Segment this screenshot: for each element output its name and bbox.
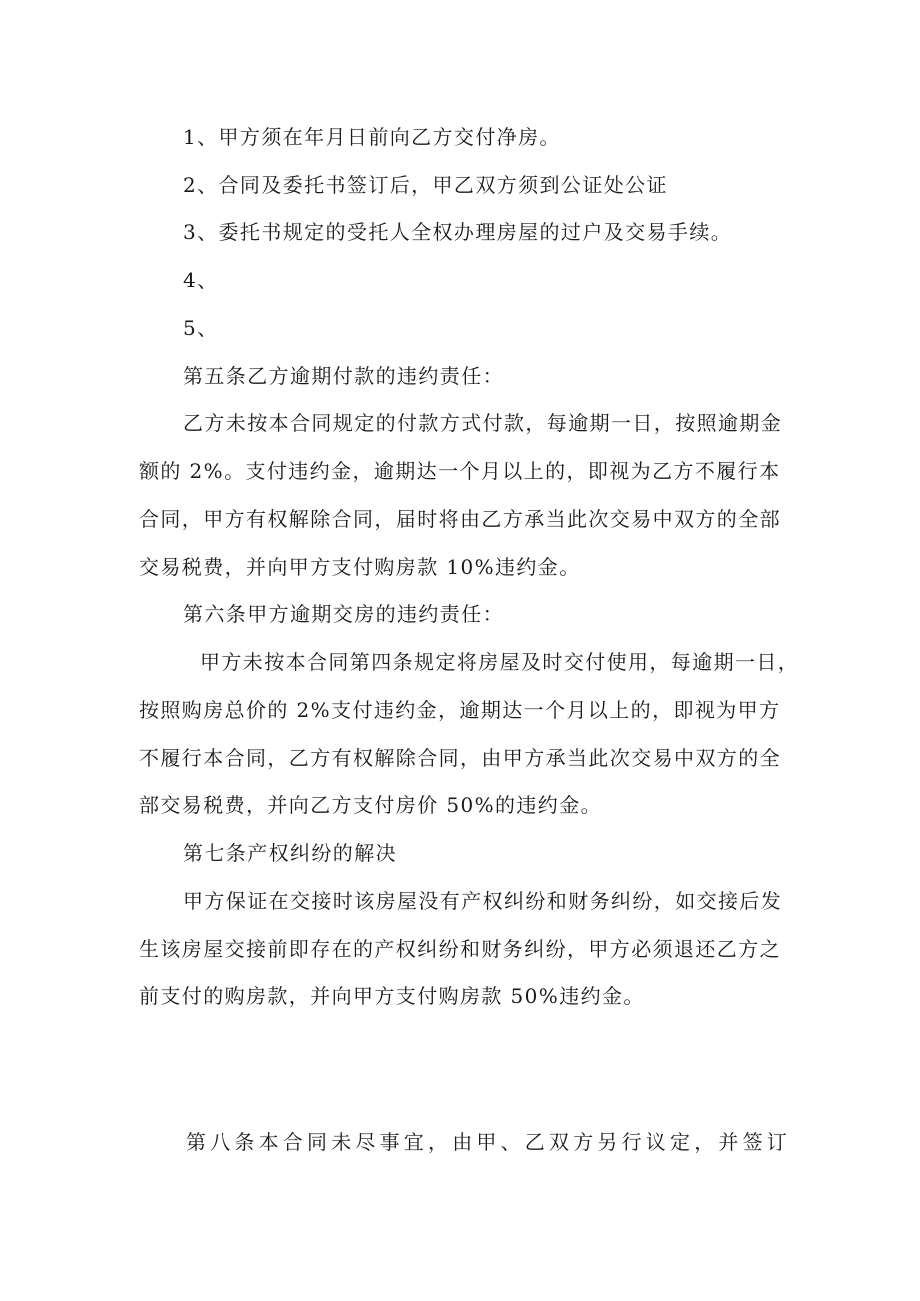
article-7-line-1: 甲方保证在交接时该房屋没有产权纠纷和财务纠纷，如交接后发 <box>183 889 783 913</box>
item-4: 4、 <box>183 268 219 292</box>
article-6-line-4: 部交易税费，并向乙方支付房价 50%的违约金。 <box>139 793 603 817</box>
article-6-line-2: 按照购房总价的 2%支付违约金，逾期达一个月以上的，即视为甲方 <box>139 698 781 722</box>
item-1: 1、甲方须在年月日前向乙方交付净房。 <box>183 125 561 149</box>
item-3: 3、委托书规定的受托人全权办理房屋的过户及交易手续。 <box>183 220 733 244</box>
article-5-line-3: 合同，甲方有权解除合同，届时将由乙方承当此次交易中双方的全部 <box>139 507 781 531</box>
article-7-heading: 第七条产权纠纷的解决 <box>183 841 397 865</box>
article-6-line-3: 不履行本合同，乙方有权解除合同，由甲方承当此次交易中双方的全 <box>139 746 781 770</box>
article-5-line-2: 额的 2%。支付违约金，逾期达一个月以上的，即视为乙方不履行本 <box>139 459 781 483</box>
article-7-line-3: 前支付的购房款，并向甲方支付购房款 50%违约金。 <box>139 984 645 1008</box>
item-5: 5、 <box>183 316 219 340</box>
article-5-line-4: 交易税费，并向甲方支付购房款 10%违约金。 <box>139 555 581 579</box>
article-5-heading: 第五条乙方逾期付款的违约责任： <box>183 364 504 388</box>
article-7-line-2: 生该房屋交接前即存在的产权纠纷和财务纠纷，甲方必须退还乙方之 <box>139 937 781 961</box>
article-6-line-1: 甲方未按本合同第四条规定将房屋及时交付使用，每逾期一日， <box>200 650 800 674</box>
article-6-heading: 第六条甲方逾期交房的违约责任： <box>183 602 504 626</box>
item-2: 2、合同及委托书签订后，甲乙双方须到公证处公证 <box>183 173 668 197</box>
article-8-line-1: 第八条本合同未尽事宜，由甲、乙双方另行议定，并签订 <box>186 1130 791 1154</box>
article-5-line-1: 乙方未按本合同规定的付款方式付款，每逾期一日，按照逾期金 <box>183 411 783 435</box>
